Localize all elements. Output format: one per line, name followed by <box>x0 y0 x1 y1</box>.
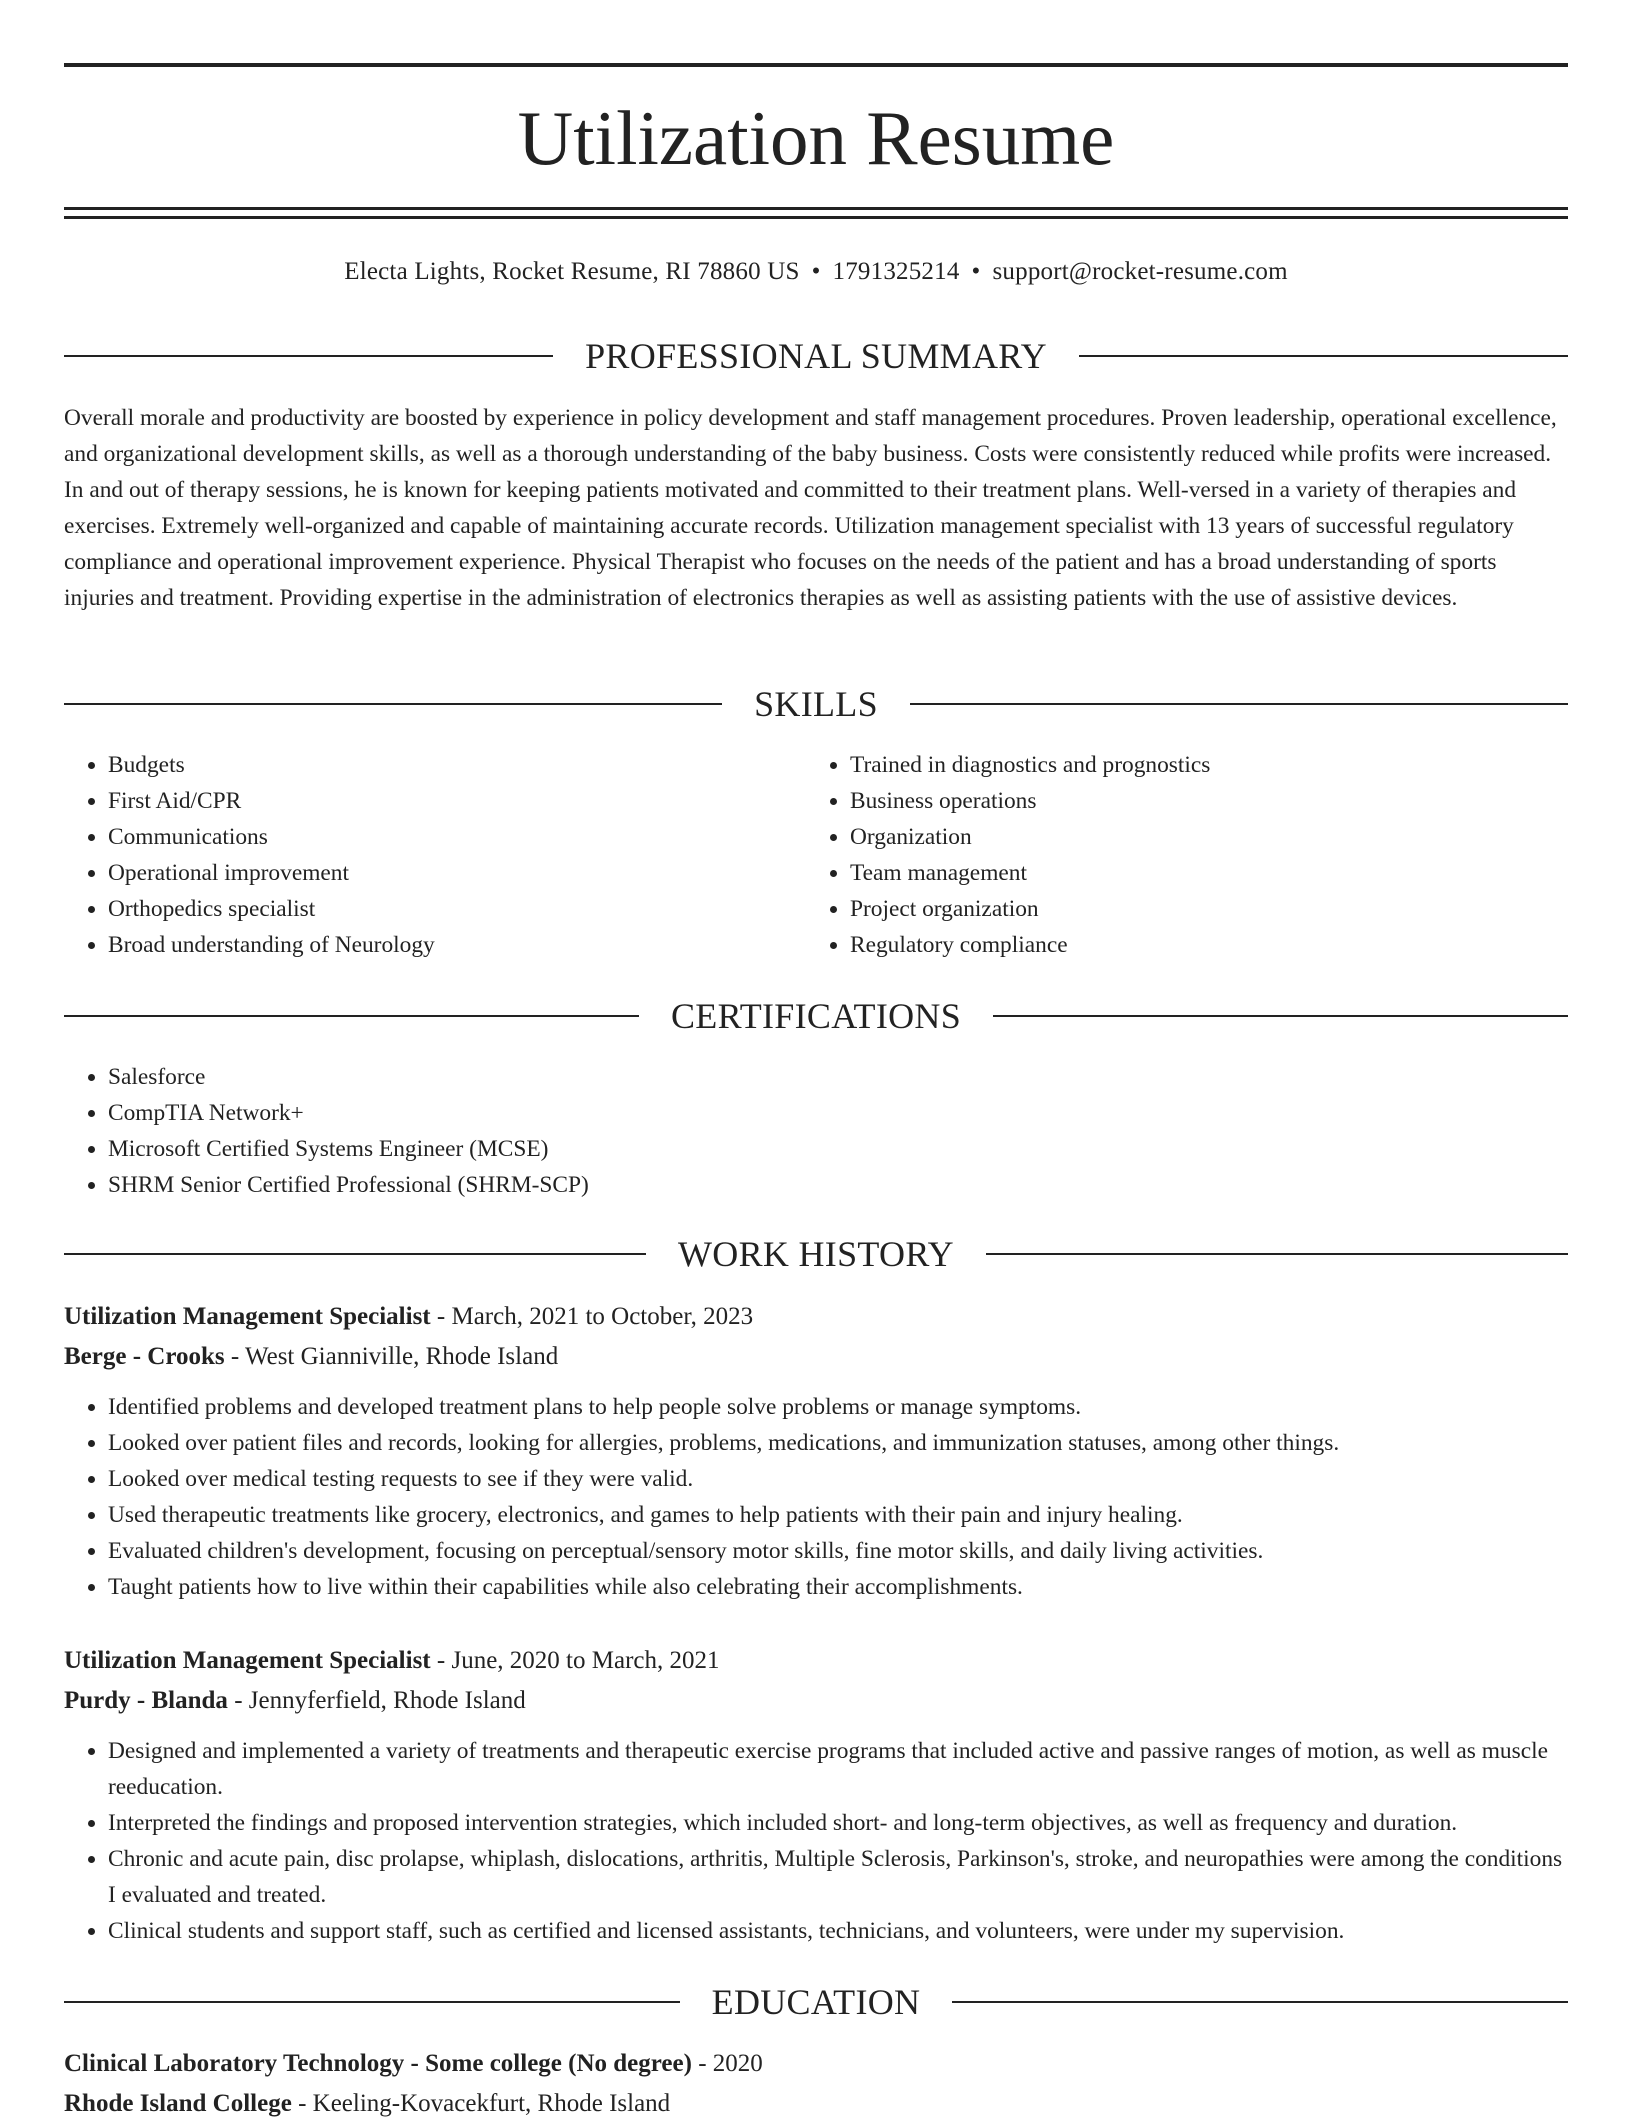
job-company-line: Berge - Crooks - West Gianniville, Rhode Island <box>64 1343 559 1370</box>
job-bullet: • Evaluated children's development, focusing on perceptual/sensory motor skills, fine motor skills, and daily living activities. <box>108 1533 1568 1569</box>
contact-separator: • <box>811 258 821 285</box>
skill-item: • Operational improvement <box>108 855 804 891</box>
education-school: Rhode Island College <box>64 2090 292 2117</box>
job-bullets <box>64 1389 1568 1605</box>
job-bullet: • Looked over medical testing requests to see if they were valid. <box>108 1461 1568 1497</box>
skill-item: • Team management <box>850 855 1566 891</box>
education-school-line: Rhode Island College - Keeling-Kovacekfurt, Rhode Island <box>64 2090 671 2117</box>
job-location: Jennyferfield, Rhode Island <box>248 1687 526 1714</box>
job-company-line: Purdy - Blanda - Jennyferfield, Rhode Island <box>64 1687 526 1714</box>
education-location: Keeling-Kovacekfurt, Rhode Island <box>312 2090 671 2117</box>
job-bullet: • Used therapeutic treatments like grocery, electronics, and games to help patients with their pain and injury healing. <box>108 1497 1568 1533</box>
summary-text: Overall morale and productivity are boosted by experience in policy development and staff management procedures. Proven leadership, operational excellence, and organizational development skills, as well as a thorough understanding of the baby business. Costs were consistently reduced while profits were increased. In and out of therapy sessions, he is known for keeping patients motivated and committed to their treatment plans. Well-versed in a variety of therapies and exercises. Extremely well-organized and capable of maintaining accurate records. Utilization management specialist with 13 years of successful regulatory compliance and operational improvement experience. Physical Therapist who focuses on the needs of the patient and has a broad understanding of sports injuries and treatment. Providing expertise in the administration of electronics therapies as well as assisting patients with the use of assistive devices. <box>64 405 1557 611</box>
skill-item: • Business operations <box>850 783 1566 819</box>
skill-item: • Orthopedics specialist <box>108 891 804 927</box>
skill-item: • Organization <box>850 819 1566 855</box>
skills-heading: SKILLS <box>754 684 878 724</box>
certifications-heading: CERTIFICATIONS <box>670 996 962 1036</box>
heading-rule <box>64 703 722 705</box>
section-heading-skills <box>64 682 1568 726</box>
certification-item: • Microsoft Certified Systems Engineer (MCSE) <box>108 1131 1568 1167</box>
resume-title: Utilization Resume <box>517 95 1115 181</box>
skill-item: • Project organization <box>850 891 1566 927</box>
heading-rule <box>986 1253 1568 1255</box>
work-history-heading: WORK HISTORY <box>678 1234 954 1274</box>
heading-rule <box>910 703 1568 705</box>
skill-item: • Trained in diagnostics and prognostics <box>850 747 1566 783</box>
job-title: Utilization Management Specialist <box>64 1303 431 1330</box>
job-bullet: • Clinical students and support staff, such as certified and licensed assistants, technicians, and volunteers, were under my supervision. <box>108 1913 1568 1949</box>
job-company: Purdy - Blanda <box>64 1687 228 1714</box>
skill-item: • Regulatory compliance <box>850 927 1566 963</box>
job-bullet: • Designed and implemented a variety of treatments and therapeutic exercise programs that included active and passive ranges of motion, as well as muscle reeducation. <box>108 1733 1568 1805</box>
top-rule <box>64 63 1568 67</box>
section-heading-certifications <box>64 994 1568 1038</box>
job-title-line: Utilization Management Specialist - March, 2021 to October, 2023 <box>64 1303 754 1330</box>
education-degree: Clinical Laboratory Technology - Some college (No degree) <box>64 2050 692 2077</box>
education-year: 2020 <box>712 2050 763 2077</box>
title-rule-upper <box>64 207 1568 210</box>
title-rule-lower <box>64 216 1568 219</box>
education-degree-line: Clinical Laboratory Technology - Some college (No degree) - 2020 <box>64 2050 763 2077</box>
education-heading: EDUCATION <box>711 1982 921 2022</box>
skill-item: • Broad understanding of Neurology <box>108 927 804 963</box>
job-title-line: Utilization Management Specialist - June, 2020 to March, 2021 <box>64 1647 720 1674</box>
contact-email: support@rocket-resume.com <box>992 258 1288 285</box>
job-bullet: • Looked over patient files and records, looking for allergies, problems, medications, and immunization statuses, among other things. <box>108 1425 1568 1461</box>
job-dates: March, 2021 to October, 2023 <box>451 1303 754 1330</box>
heading-rule <box>993 1015 1568 1017</box>
job-entry <box>64 1641 1568 1949</box>
section-heading-work-history <box>64 1232 1568 1276</box>
skills-column-left <box>64 747 804 963</box>
heading-rule <box>952 2001 1568 2003</box>
heading-rule <box>64 355 553 357</box>
skill-item: • First Aid/CPR <box>108 783 804 819</box>
job-company: Berge - Crooks <box>64 1343 225 1370</box>
heading-rule <box>1079 355 1568 357</box>
contact-line <box>64 252 1568 292</box>
contact-separator: • <box>971 258 981 285</box>
job-entry <box>64 1297 1568 1605</box>
job-bullet: • Identified problems and developed treatment plans to help people solve problems or manage symptoms. <box>108 1389 1568 1425</box>
contact-address: Electa Lights, Rocket Resume, RI 78860 US <box>344 258 800 285</box>
job-bullets <box>64 1733 1568 1949</box>
skill-item: • Budgets <box>108 747 804 783</box>
heading-rule <box>64 1253 646 1255</box>
contact-phone: 1791325214 <box>832 258 960 285</box>
job-title: Utilization Management Specialist <box>64 1647 431 1674</box>
job-bullet: • Chronic and acute pain, disc prolapse, whiplash, dislocations, arthritis, Multiple Sclerosis, Parkinson's, stroke, and neuropathies were among the conditions I evaluated and treated. <box>108 1841 1568 1913</box>
job-bullet: • Interpreted the findings and proposed intervention strategies, which included short- and long-term objectives, as well as frequency and duration. <box>108 1805 1568 1841</box>
education-entry <box>64 2044 1568 2124</box>
certification-item: • Salesforce <box>108 1059 1568 1095</box>
job-dates: June, 2020 to March, 2021 <box>451 1647 720 1674</box>
section-heading-education <box>64 1980 1568 2024</box>
certification-item: • SHRM Senior Certified Professional (SHRM-SCP) <box>108 1167 1568 1203</box>
heading-rule <box>64 1015 639 1017</box>
job-bullet: • Taught patients how to live within their capabilities while also celebrating their accomplishments. <box>108 1569 1568 1605</box>
skill-item: • Communications <box>108 819 804 855</box>
section-heading-summary <box>64 334 1568 378</box>
job-location: West Gianniville, Rhode Island <box>245 1343 559 1370</box>
skills-column-right <box>806 747 1566 963</box>
summary-heading: PROFESSIONAL SUMMARY <box>585 336 1047 376</box>
certification-item: • CompTIA Network+ <box>108 1095 1568 1131</box>
heading-rule <box>64 2001 680 2003</box>
certifications-list <box>64 1059 1568 1203</box>
